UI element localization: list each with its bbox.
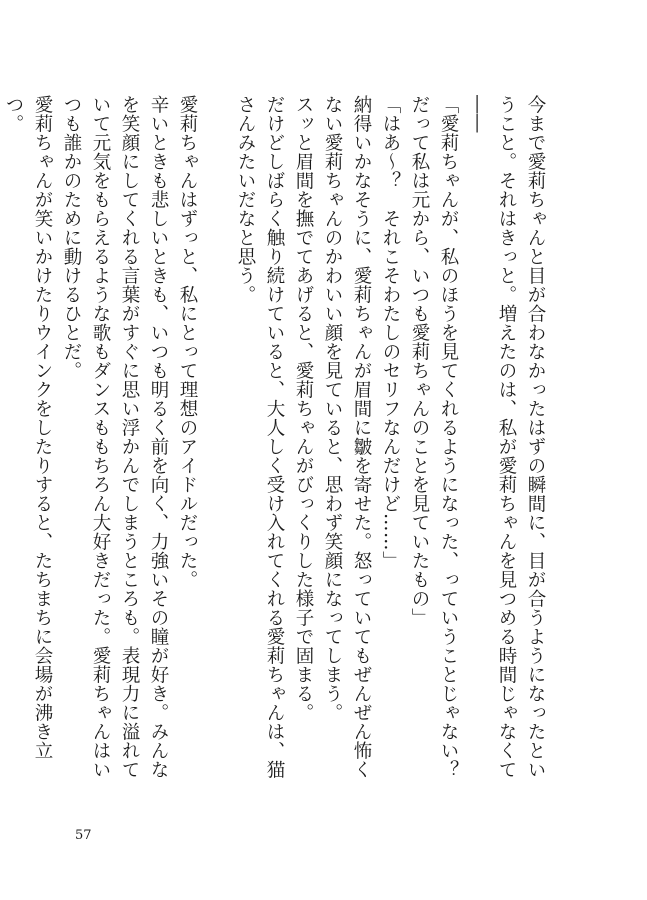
paragraph-2: 「愛莉ちゃんが、私のほうを見てくれるようになった、っていうことじゃない？ だって私は元から、いつも愛莉ちゃんのことを見ていたもの」 [409,95,459,798]
paragraph-9: 愛莉ちゃんが笑いかけたりウインクをしたりすると、たちまちに会場が沸き立つ。 [3,95,53,760]
page-number: 57 [75,828,92,843]
blank-line [202,95,231,795]
paragraph-1: 今まで愛莉ちゃんと目が合わなかったはずの瞬間に、目が合うようになったということ。それはきっと。増えたのは、私が愛莉ちゃんを見つめる時間じゃなくて―― [467,95,546,779]
paragraph-4: 納得いかなそうに、愛莉ちゃんが眉間に皺を寄せた。怒っていてもぜんぜん怖くない愛莉ちゃんのかわいい顔を見ていると、思わず笑顔になってしまう。 [322,95,372,779]
paragraph-8: 辛いときも悲しいときも、いつも明るく前を向く、力強いその瞳が好き。みんなを笑顔にしてくれる言葉がすぐに思い浮かんでしまうところも。表現力に溢れていて元気をもらえるような歌もダンスももちろん大好きだった。愛莉ちゃんはいつも誰かのために動けるひとだ。 [61,95,169,779]
body-text [3,95,550,798]
paragraph-5: スッと眉間を撫でてあげると、愛莉ちゃんがびっくりした様子で固まる。 [293,95,314,722]
paragraph-6: だけどしばらく触り続けていると、大人しく受け入れてくれる愛莉ちゃんは、猫さんみたいだなと思う。 [235,95,285,779]
paragraph-7: 愛莉ちゃんはずっと、私にとって理想のアイドルだった。 [177,95,198,589]
paragraph-3: 「はあ～？ それこそわたしのセリフなんだけど……」 [380,95,401,570]
